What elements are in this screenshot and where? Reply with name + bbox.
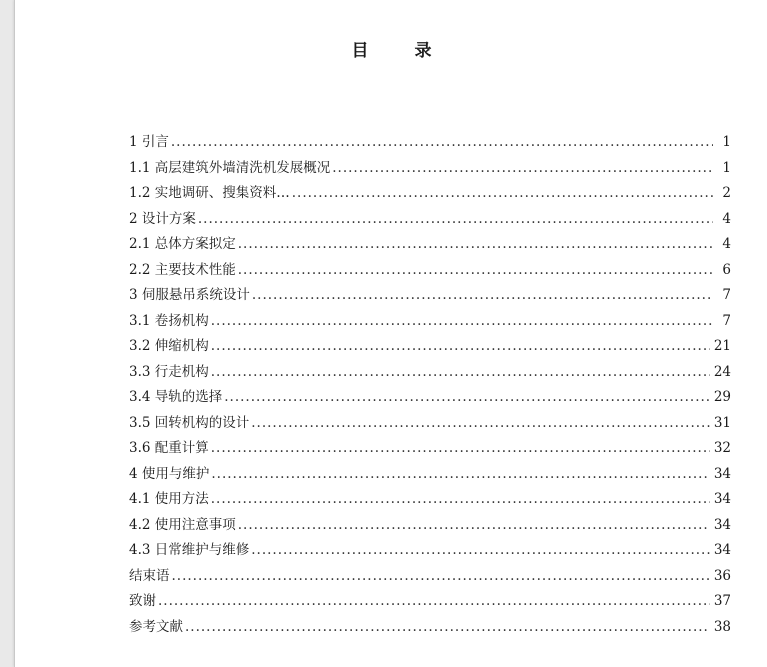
- toc-entry-label: 参考文献: [129, 618, 183, 635]
- toc-title: 目 录: [351, 41, 452, 61]
- toc-dot-leader: [251, 538, 710, 564]
- toc-entry[interactable]: [129, 487, 731, 513]
- toc-entry[interactable]: [129, 360, 731, 386]
- toc-entry-label: 3.6 配重计算: [129, 440, 209, 456]
- toc-dot-leader: [198, 207, 713, 233]
- toc-entry-page-number: 6: [722, 261, 731, 278]
- toc-entry[interactable]: [129, 156, 731, 182]
- toc-entry-page-number: 37: [713, 593, 731, 609]
- toc-entry-page-number: 4: [722, 210, 731, 227]
- toc-entry[interactable]: [129, 462, 731, 488]
- toc-dot-leader: [211, 462, 709, 488]
- toc-entry-page-number: 31: [713, 414, 731, 431]
- toc-entry-label: 2.2 主要技术性能: [129, 261, 236, 278]
- toc-entry[interactable]: [129, 436, 731, 462]
- toc-entry-label: 3.1 卷扬机构: [129, 312, 209, 329]
- toc-entry[interactable]: [129, 258, 731, 284]
- toc-entry-page-number: 36: [713, 567, 731, 584]
- toc-entry[interactable]: [129, 564, 731, 590]
- toc-entry-label: 致谢: [129, 593, 156, 609]
- toc-entry-page-number: 34: [713, 542, 731, 558]
- toc-entry-page-number: 7: [722, 312, 731, 329]
- toc-dot-leader: [211, 309, 713, 335]
- toc-entry-page-number: 38: [713, 618, 731, 635]
- toc-entry-page-number: 4: [722, 236, 731, 252]
- toc-entry-page-number: 34: [713, 491, 731, 507]
- toc-entry[interactable]: [129, 207, 731, 233]
- toc-dot-leader: [171, 130, 713, 156]
- toc-entry-label: 3.2 伸缩机构: [129, 338, 209, 354]
- toc-entry-label: 4.3 日常维护与维修: [129, 542, 250, 558]
- toc-dot-leader: [238, 513, 710, 539]
- toc-entry-page-number: 2: [722, 185, 731, 201]
- toc-entry[interactable]: [129, 589, 731, 615]
- toc-entry[interactable]: [129, 130, 731, 156]
- toc-entry[interactable]: [129, 309, 731, 335]
- toc-entry-label: 4 使用与维护: [129, 465, 210, 482]
- toc-dot-leader: [211, 360, 710, 386]
- toc-dot-leader: [224, 385, 710, 411]
- toc-dot-leader: [238, 258, 713, 284]
- toc-entry[interactable]: [129, 385, 731, 411]
- toc-entry-page-number: 34: [713, 516, 731, 533]
- toc-dot-leader: [172, 564, 710, 590]
- toc-entry[interactable]: [129, 411, 731, 437]
- toc-dot-leader: [251, 411, 710, 437]
- toc-entry[interactable]: [129, 538, 731, 564]
- toc-entry-label: 2 设计方案: [129, 210, 196, 227]
- toc-dot-leader: [292, 181, 713, 207]
- toc-dot-leader: [158, 589, 710, 615]
- toc-entry-label: 4.2 使用注意事项: [129, 516, 236, 533]
- toc-dot-leader: [211, 487, 710, 513]
- toc-dot-leader: [252, 283, 713, 309]
- toc-entry-page-number: 34: [713, 465, 731, 482]
- toc-entry[interactable]: [129, 181, 731, 207]
- toc-dot-leader: [332, 156, 713, 182]
- toc-dot-leader: [211, 334, 710, 360]
- toc-dot-leader: [238, 232, 713, 258]
- toc-dot-leader: [211, 436, 710, 462]
- toc-entry-page-number: 1: [722, 134, 731, 150]
- toc-entry[interactable]: [129, 513, 731, 539]
- toc-entry-page-number: 32: [713, 440, 731, 456]
- toc-entry[interactable]: [129, 334, 731, 360]
- toc-entry-page-number: 29: [713, 389, 731, 405]
- toc-entry-label: 1 引言: [129, 134, 169, 150]
- toc-entry-label: 1.2 实地调研、搜集资料…: [129, 185, 290, 201]
- toc-entry-label: 4.1 使用方法: [129, 491, 209, 507]
- document-page: [14, 0, 767, 667]
- toc-entry-page-number: 24: [713, 363, 731, 380]
- table-of-contents: [129, 130, 731, 640]
- toc-dot-leader: [185, 615, 710, 641]
- toc-entry[interactable]: [129, 615, 731, 641]
- toc-entry-label: 3.4 导轨的选择: [129, 389, 223, 405]
- toc-entry-label: 2.1 总体方案拟定: [129, 236, 236, 252]
- toc-entry-page-number: 1: [722, 159, 731, 176]
- toc-entry-page-number: 7: [722, 287, 731, 303]
- toc-entry-label: 3 伺服悬吊系统设计: [129, 287, 250, 303]
- toc-entry-label: 1.1 高层建筑外墙清洗机发展概况: [129, 159, 331, 176]
- toc-entry-page-number: 21: [713, 338, 731, 354]
- toc-entry-label: 结束语: [129, 567, 170, 584]
- toc-entry-label: 3.5 回转机构的设计: [129, 414, 250, 431]
- toc-entry[interactable]: [129, 283, 731, 309]
- toc-entry-label: 3.3 行走机构: [129, 363, 209, 380]
- toc-entry[interactable]: [129, 232, 731, 258]
